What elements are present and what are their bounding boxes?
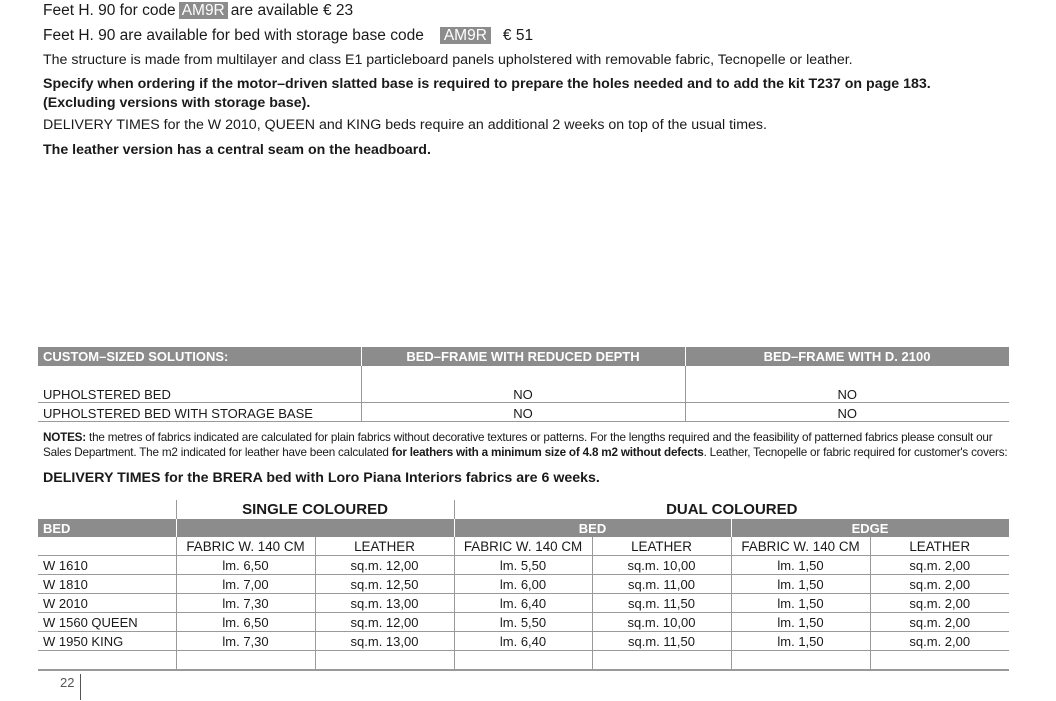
delivery-text: DELIVERY TIMES for the W 2010, QUEEN and KING beds require an additional 2 weeks on top of the usual times.	[43, 117, 767, 133]
table-cell: NO	[685, 384, 1009, 403]
table-cell: sq.m. 2,00	[870, 556, 1009, 575]
dual-coloured-header: DUAL COLOURED	[454, 500, 1009, 519]
table-cell: sq.m. 10,00	[592, 613, 731, 632]
bed-model: W 1810	[38, 575, 176, 594]
table-cell: sq.m. 13,00	[315, 594, 454, 613]
table-cell: lm. 6,00	[454, 575, 592, 594]
table-cell: sq.m. 11,00	[592, 575, 731, 594]
empty-cell	[592, 651, 731, 671]
table-cell: lm. 1,50	[731, 575, 870, 594]
custom-header-reduced-depth: BED–FRAME WITH REDUCED DEPTH	[361, 347, 685, 366]
table-cell: sq.m. 2,00	[870, 594, 1009, 613]
spacer-cell	[361, 366, 685, 384]
feet-line-2-suffix: € 51	[502, 27, 534, 44]
empty-cell	[315, 651, 454, 671]
table-cell: lm. 6,50	[176, 556, 315, 575]
subheader-leather: LEATHER	[870, 537, 1009, 556]
table-cell: sq.m. 2,00	[870, 613, 1009, 632]
bed-model: W 1610	[38, 556, 176, 575]
brera-delivery-text: DELIVERY TIMES for the BRERA bed with Loro Piana Interiors fabrics are 6 weeks.	[43, 470, 600, 486]
table-row	[38, 632, 1009, 651]
notes-paragraph	[43, 430, 1018, 460]
table-cell: lm. 6,40	[454, 594, 592, 613]
feet-line-1-prefix: Feet H. 90 for code	[43, 2, 176, 19]
empty-cell	[454, 651, 592, 671]
table-row	[38, 594, 1009, 613]
empty-header-cell	[38, 500, 176, 519]
empty-cell	[870, 651, 1009, 671]
custom-header-d2100: BED–FRAME WITH D. 2100	[685, 347, 1009, 366]
table-cell: lm. 1,50	[731, 556, 870, 575]
notes-text-1: the metres of fabrics indicated are calculated for plain fabrics without decorative textures or patterns. For the lengths required and the feasibility of patterned fabrics please consult our Sales Department. The m2 indicated for leather have been calculated	[43, 431, 993, 459]
table-cell: lm. 1,50	[731, 613, 870, 632]
table-empty-row	[38, 651, 1009, 671]
table-cell: lm. 1,50	[731, 632, 870, 651]
dual-edge-header: EDGE	[731, 519, 1009, 537]
single-coloured-header: SINGLE COLOURED	[176, 500, 454, 519]
bed-header: BED	[38, 519, 176, 537]
custom-sized-table	[38, 347, 1010, 422]
table-cell: lm. 7,00	[176, 575, 315, 594]
table-row	[38, 556, 1009, 575]
spacer-cell	[38, 366, 361, 384]
code-badge: AM9R	[179, 2, 228, 19]
table-cell: lm. 6,40	[454, 632, 592, 651]
table-row	[38, 403, 1009, 422]
table-cell: sq.m. 12,50	[315, 575, 454, 594]
table-cell: sq.m. 12,00	[315, 613, 454, 632]
bed-model: W 1560 QUEEN	[38, 613, 176, 632]
table-cell: lm. 6,50	[176, 613, 315, 632]
table-cell: sq.m. 2,00	[870, 632, 1009, 651]
bed-model: W 2010	[38, 594, 176, 613]
table-cell: sq.m. 12,00	[315, 556, 454, 575]
table-cell: lm. 7,30	[176, 594, 315, 613]
table-cell: NO	[361, 384, 685, 403]
table-subheader-row	[38, 537, 1009, 556]
page-number-divider	[80, 674, 81, 700]
page-number: 22	[60, 675, 75, 690]
table-cell: lm. 1,50	[731, 594, 870, 613]
table-cell: lm. 7,30	[176, 632, 315, 651]
table-cell: sq.m. 11,50	[592, 632, 731, 651]
single-blank-header	[176, 519, 454, 537]
feet-line-2	[43, 27, 533, 45]
specify-line-1: Specify when ordering if the motor–driven slatted base is required to prepare the holes needed and to add the kit T237 on page 183.	[43, 76, 931, 92]
notes-text-2: . Leather, Tecnopelle or fabric required for customer's covers:	[703, 446, 1008, 459]
row-label: UPHOLSTERED BED	[38, 384, 361, 403]
table-row	[38, 384, 1009, 403]
fabric-requirements-table	[38, 500, 1010, 671]
custom-table-header	[38, 347, 1009, 366]
table-cell: NO	[361, 403, 685, 422]
dual-bed-header: BED	[454, 519, 731, 537]
table-cell: NO	[685, 403, 1009, 422]
specify-line-2: (Excluding versions with storage base).	[43, 95, 311, 111]
notes-bold-text: for leathers with a minimum size of 4.8 m2 without defects	[391, 446, 704, 459]
subheader-fabric: FABRIC W. 140 CM	[176, 537, 315, 556]
notes-label: NOTES:	[43, 431, 86, 444]
subheader-fabric: FABRIC W. 140 CM	[731, 537, 870, 556]
table-group-header	[38, 500, 1009, 519]
structure-text: The structure is made from multilayer and class E1 particleboard panels upholstered with removable fabric, Tecnopelle or leather.	[43, 52, 853, 68]
subheader-fabric: FABRIC W. 140 CM	[454, 537, 592, 556]
custom-table-spacer	[38, 366, 1009, 384]
table-cell: sq.m. 10,00	[592, 556, 731, 575]
feet-line-1-suffix: are available € 23	[230, 2, 354, 19]
feet-line-1	[43, 2, 353, 20]
leather-text: The leather version has a central seam on the headboard.	[43, 142, 431, 158]
table-row	[38, 613, 1009, 632]
empty-cell	[731, 651, 870, 671]
feet-line-2-prefix: Feet H. 90 are available for bed with storage base code	[43, 27, 424, 44]
table-row	[38, 575, 1009, 594]
table-cell: lm. 5,50	[454, 613, 592, 632]
table-cell: sq.m. 2,00	[870, 575, 1009, 594]
table-cell: sq.m. 11,50	[592, 594, 731, 613]
subheader-leather: LEATHER	[592, 537, 731, 556]
table-cell: lm. 5,50	[454, 556, 592, 575]
subheader-leather: LEATHER	[315, 537, 454, 556]
table-cell: sq.m. 13,00	[315, 632, 454, 651]
row-label: UPHOLSTERED BED WITH STORAGE BASE	[38, 403, 361, 422]
code-badge: AM9R	[440, 27, 491, 44]
empty-cell	[176, 651, 315, 671]
spacer-cell	[685, 366, 1009, 384]
table-section-header	[38, 519, 1009, 537]
empty-cell	[38, 651, 176, 671]
empty-subheader-cell	[38, 537, 176, 556]
bed-model: W 1950 KING	[38, 632, 176, 651]
custom-header-solutions: CUSTOM–SIZED SOLUTIONS:	[38, 347, 361, 366]
